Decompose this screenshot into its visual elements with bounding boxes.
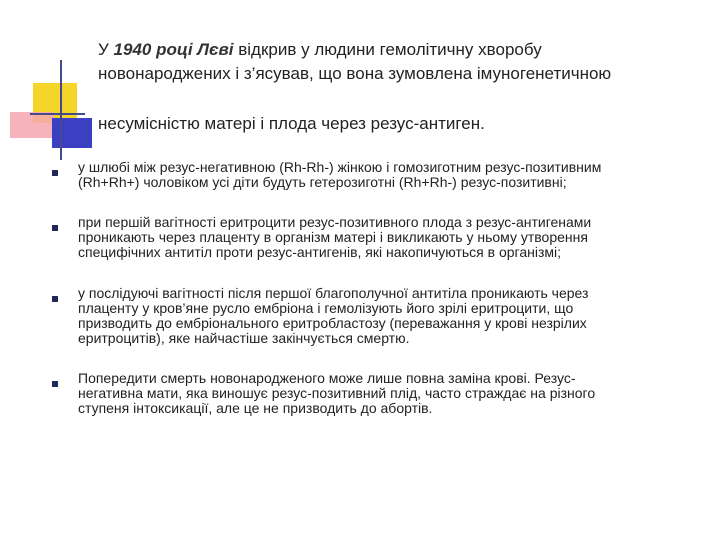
title-line3: несумісністю матері і плода через резус-антиген.: [98, 114, 485, 133]
bullet-line: у послідуючі вагітності після першої благополучної антитіла проникають через: [78, 285, 589, 301]
decorative-squares: [0, 0, 110, 160]
slide-title: [98, 38, 698, 136]
bullet-line: негативна мати, яка виношує резус-позитивний плід, часто страждає на різного: [78, 385, 596, 401]
bullet-square-icon: [52, 296, 58, 302]
bullet-square-icon: [52, 381, 58, 387]
bullet-text: [78, 286, 690, 346]
bullet-line: специфічних антитіл проти резус-антигенів, які накопичуються в організмі;: [78, 244, 562, 260]
bullet-line: призводить до ембріонального еритробластозу (переважання у крові незрілих: [78, 315, 587, 331]
bullet-line: еритроцитів), яке найчастіше закінчується смертю.: [78, 330, 410, 346]
bullet-line: ступеня інтоксикації, але це не призводить до абортів.: [78, 400, 433, 416]
bullet-line: у шлюбі між резус-негативною (Rh-Rh-) жінкою і гомозиготним резус-позитивним: [78, 159, 602, 175]
bullet-square-icon: [52, 225, 58, 231]
bullet-text: [78, 215, 690, 260]
pink-square-decoration: [10, 112, 54, 138]
bullet-line: плаценту у кров’яне русло ембріона і гемолізують його зрілі еритроцити, що: [78, 300, 574, 316]
title-line2: новонароджених і з’ясував, що вона зумовлена імуногенетичною: [98, 64, 612, 83]
title-prefix: У: [98, 40, 114, 59]
bullet-text: [78, 371, 690, 416]
bullet-line: проникають через плаценту в організм матері і викликають у ньому утворення: [78, 229, 588, 245]
bullet-line: (Rh+Rh+) чоловіком усі діти будуть гетерозиготні (Rh+Rh-) резус-позитивні;: [78, 174, 567, 190]
bullet-line: Попередити смерть новонародженого може лише повна заміна крові. Резус-: [78, 370, 576, 386]
horizontal-line-decoration: [30, 113, 85, 115]
blue-square-decoration: [52, 118, 92, 148]
bullet-square-icon: [52, 170, 58, 176]
vertical-line-decoration: [60, 60, 62, 160]
bullet-text: [78, 160, 690, 190]
bullet-line: при першій вагітності еритроцити резус-позитивного плода з резус-антигенами: [78, 214, 592, 230]
title-emphasis: 1940 році Лєві: [113, 40, 234, 59]
title-line1-rest: відкрив у людини гемолітичну хворобу: [233, 40, 542, 59]
